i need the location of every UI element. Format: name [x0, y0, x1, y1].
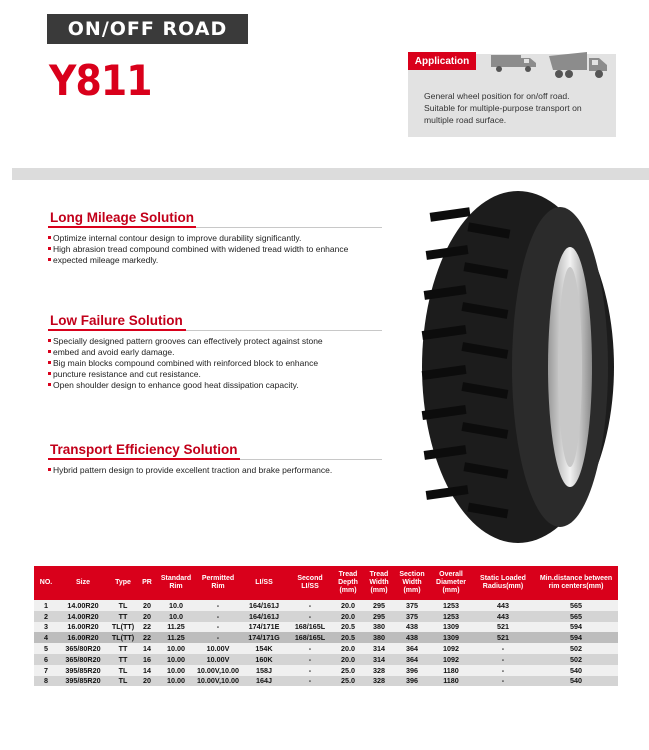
table-row — [34, 643, 618, 654]
col-header-min-distance: Min.distance between rim centers(mm) — [534, 566, 618, 600]
category-banner: ON/OFF ROAD — [47, 14, 248, 44]
tire-image — [420, 190, 616, 545]
table-cell: 1309 — [430, 632, 472, 643]
table-cell: 10.00 — [156, 676, 196, 687]
table-cell: 4 — [34, 632, 58, 643]
table-row — [34, 632, 618, 643]
table-cell: - — [472, 665, 534, 676]
table-cell: 295 — [364, 611, 394, 622]
table-row — [34, 654, 618, 665]
bullet-item: High abrasion tread compound combined with widened tread width to enhance — [48, 244, 388, 255]
col-header-li-ss: LI/SS — [240, 566, 288, 600]
application-line: multiple road surface. — [424, 115, 507, 125]
col-header-tread-width: Tread Width (mm) — [364, 566, 394, 600]
spec-table — [34, 566, 618, 686]
table-cell: 565 — [534, 600, 618, 611]
table-cell: 443 — [472, 600, 534, 611]
application-label: Application — [408, 52, 476, 70]
table-row — [34, 622, 618, 633]
table-cell: 395/85R20 — [58, 676, 108, 687]
dump-truck-icon — [547, 50, 611, 80]
table-cell: 1180 — [430, 665, 472, 676]
table-cell: 10.00V — [196, 654, 240, 665]
table-cell: 1092 — [430, 654, 472, 665]
table-cell: 365/80R20 — [58, 643, 108, 654]
table-cell: 295 — [364, 600, 394, 611]
col-header-type: Type — [108, 566, 138, 600]
section-transport-efficiency — [48, 442, 333, 475]
table-cell: 438 — [394, 632, 430, 643]
table-cell: TL — [108, 676, 138, 687]
table-cell: - — [472, 676, 534, 687]
table-cell: 7 — [34, 665, 58, 676]
table-cell: 3 — [34, 622, 58, 633]
section-long-mileage — [48, 210, 349, 265]
table-cell: 314 — [364, 643, 394, 654]
table-cell: TT — [108, 611, 138, 622]
col-header-pr: PR — [138, 566, 156, 600]
col-header-tread-depth: Tread Depth (mm) — [332, 566, 364, 600]
table-cell: 164J — [240, 676, 288, 687]
table-cell: 396 — [394, 665, 430, 676]
table-cell: 14.00R20 — [58, 611, 108, 622]
table-cell: 521 — [472, 632, 534, 643]
table-cell: 154K — [240, 643, 288, 654]
table-cell: TL(TT) — [108, 622, 138, 633]
table-header-row — [34, 566, 618, 600]
bullet-item: Big main blocks compound combined with reinforced block to enhance — [48, 358, 388, 369]
table-cell: 364 — [394, 643, 430, 654]
table-cell: 14 — [138, 643, 156, 654]
table-cell: 10.00 — [156, 654, 196, 665]
table-cell: 20.0 — [332, 611, 364, 622]
table-cell: 25.0 — [332, 665, 364, 676]
table-cell: 364 — [394, 654, 430, 665]
table-cell: - — [196, 632, 240, 643]
table-row — [34, 600, 618, 611]
col-header-permitted-rim: Permitted Rim — [196, 566, 240, 600]
application-line: Suitable for multiple-purpose transport on — [424, 103, 582, 113]
bullet-list — [48, 336, 388, 391]
section-rule-accent — [48, 458, 240, 460]
table-cell: - — [288, 611, 332, 622]
table-cell: 565 — [534, 611, 618, 622]
table-cell: 10.00 — [156, 643, 196, 654]
col-header-section-width: Section Width (mm) — [394, 566, 430, 600]
table-cell: 20.5 — [332, 632, 364, 643]
table-cell: 521 — [472, 622, 534, 633]
table-cell: 1092 — [430, 643, 472, 654]
table-cell: 1180 — [430, 676, 472, 687]
table-cell: 20.5 — [332, 622, 364, 633]
table-cell: 160K — [240, 654, 288, 665]
section-rule-accent — [48, 226, 196, 228]
table-cell: 594 — [534, 632, 618, 643]
table-cell: 1253 — [430, 611, 472, 622]
table-row — [34, 665, 618, 676]
table-cell: 502 — [534, 643, 618, 654]
table-cell: 328 — [364, 676, 394, 687]
table-cell: 20.0 — [332, 654, 364, 665]
table-cell: 328 — [364, 665, 394, 676]
table-cell: 20 — [138, 676, 156, 687]
section-rule-accent — [48, 329, 186, 331]
table-cell: 164/161J — [240, 600, 288, 611]
table-cell: TL — [108, 665, 138, 676]
table-cell: 314 — [364, 654, 394, 665]
section-low-failure — [48, 313, 323, 390]
table-cell: 502 — [534, 654, 618, 665]
table-cell: - — [288, 643, 332, 654]
col-header-size: Size — [58, 566, 108, 600]
table-cell: 396 — [394, 676, 430, 687]
col-header-no: NO. — [34, 566, 58, 600]
col-header-second-li-ss: Second LI/SS — [288, 566, 332, 600]
table-cell: 16.00R20 — [58, 622, 108, 633]
table-cell: 8 — [34, 676, 58, 687]
table-cell: 10.0 — [156, 611, 196, 622]
table-cell: 25.0 — [332, 676, 364, 687]
table-cell: 11.25 — [156, 622, 196, 633]
table-cell: 10.00 — [156, 665, 196, 676]
table-cell: 14 — [138, 665, 156, 676]
bullet-item: Specially designed pattern grooves can effectively protect against stone — [48, 336, 388, 347]
table-cell: 158J — [240, 665, 288, 676]
table-cell: - — [288, 676, 332, 687]
bullet-continuation: embed and avoid early damage. — [48, 347, 388, 358]
table-cell: - — [472, 643, 534, 654]
table-cell: 174/171G — [240, 632, 288, 643]
table-cell: 6 — [34, 654, 58, 665]
table-cell: 10.00V,10.00 — [196, 665, 240, 675]
table-cell: 2 — [34, 611, 58, 622]
table-cell: 443 — [472, 611, 534, 622]
table-cell: 594 — [534, 622, 618, 633]
table-cell: 5 — [34, 643, 58, 654]
table-cell: 22 — [138, 622, 156, 633]
table-cell: 164/161J — [240, 611, 288, 622]
table-cell: 168/165L — [288, 632, 332, 643]
table-row — [34, 676, 618, 687]
table-cell: 20.0 — [332, 600, 364, 611]
table-cell: - — [196, 600, 240, 611]
table-cell: - — [288, 654, 332, 665]
table-cell: 174/171E — [240, 622, 288, 633]
table-cell: 380 — [364, 632, 394, 643]
bullet-item: Hybrid pattern design to provide excellent traction and brake performance. — [48, 465, 388, 476]
table-cell: 1309 — [430, 622, 472, 633]
table-cell: 395/85R20 — [58, 665, 108, 676]
model-title: Y811 — [49, 56, 152, 105]
bullet-item: Open shoulder design to enhance good heat dissipation capacity. — [48, 380, 388, 391]
table-cell: 22 — [138, 632, 156, 643]
table-cell: 168/165L — [288, 622, 332, 633]
table-cell: 16 — [138, 654, 156, 665]
table-cell: 10.00V,10.00 — [196, 676, 240, 686]
table-cell: 540 — [534, 665, 618, 676]
table-cell: 1253 — [430, 600, 472, 611]
table-cell: 10.0 — [156, 600, 196, 611]
table-cell: - — [288, 600, 332, 611]
table-cell: 540 — [534, 676, 618, 687]
application-description — [424, 90, 614, 126]
table-cell: - — [196, 622, 240, 633]
col-header-static-loaded-radius: Static Loaded Radius(mm) — [472, 566, 534, 600]
table-cell: - — [288, 665, 332, 676]
table-cell: 375 — [394, 611, 430, 622]
col-header-standard-rim: Standard Rim — [156, 566, 196, 600]
col-header-overall-diameter: Overall Diameter (mm) — [430, 566, 472, 600]
section-title: Long Mileage Solution — [50, 210, 194, 225]
bullet-list — [48, 465, 388, 476]
bullet-continuation: puncture resistance and cut resistance. — [48, 369, 388, 380]
table-cell: 365/80R20 — [58, 654, 108, 665]
section-title: Transport Efficiency Solution — [50, 442, 238, 457]
table-cell: 16.00R20 — [58, 632, 108, 643]
table-cell: 11.25 — [156, 632, 196, 643]
pickup-truck-icon — [490, 50, 540, 74]
table-cell: 375 — [394, 600, 430, 611]
table-cell: TL(TT) — [108, 632, 138, 643]
table-cell: TT — [108, 654, 138, 665]
table-cell: 20 — [138, 611, 156, 622]
table-cell: 438 — [394, 622, 430, 633]
table-cell: 1 — [34, 600, 58, 611]
table-cell: - — [472, 654, 534, 665]
application-line: General wheel position for on/off road. — [424, 91, 570, 101]
section-title: Low Failure Solution — [50, 313, 183, 328]
bullet-continuation: expected mileage markedly. — [48, 255, 388, 266]
table-cell: - — [196, 611, 240, 622]
table-cell: 20 — [138, 600, 156, 611]
table-cell: TT — [108, 643, 138, 654]
table-cell: 20.0 — [332, 643, 364, 654]
table-row — [34, 611, 618, 622]
table-cell: TL — [108, 600, 138, 611]
table-cell: 380 — [364, 622, 394, 633]
bullet-list — [48, 233, 388, 266]
table-cell: 10.00V — [196, 643, 240, 654]
table-cell: 14.00R20 — [58, 600, 108, 611]
bullet-item: Optimize internal contour design to improve durability significantly. — [48, 233, 388, 244]
divider-bar — [12, 168, 649, 180]
